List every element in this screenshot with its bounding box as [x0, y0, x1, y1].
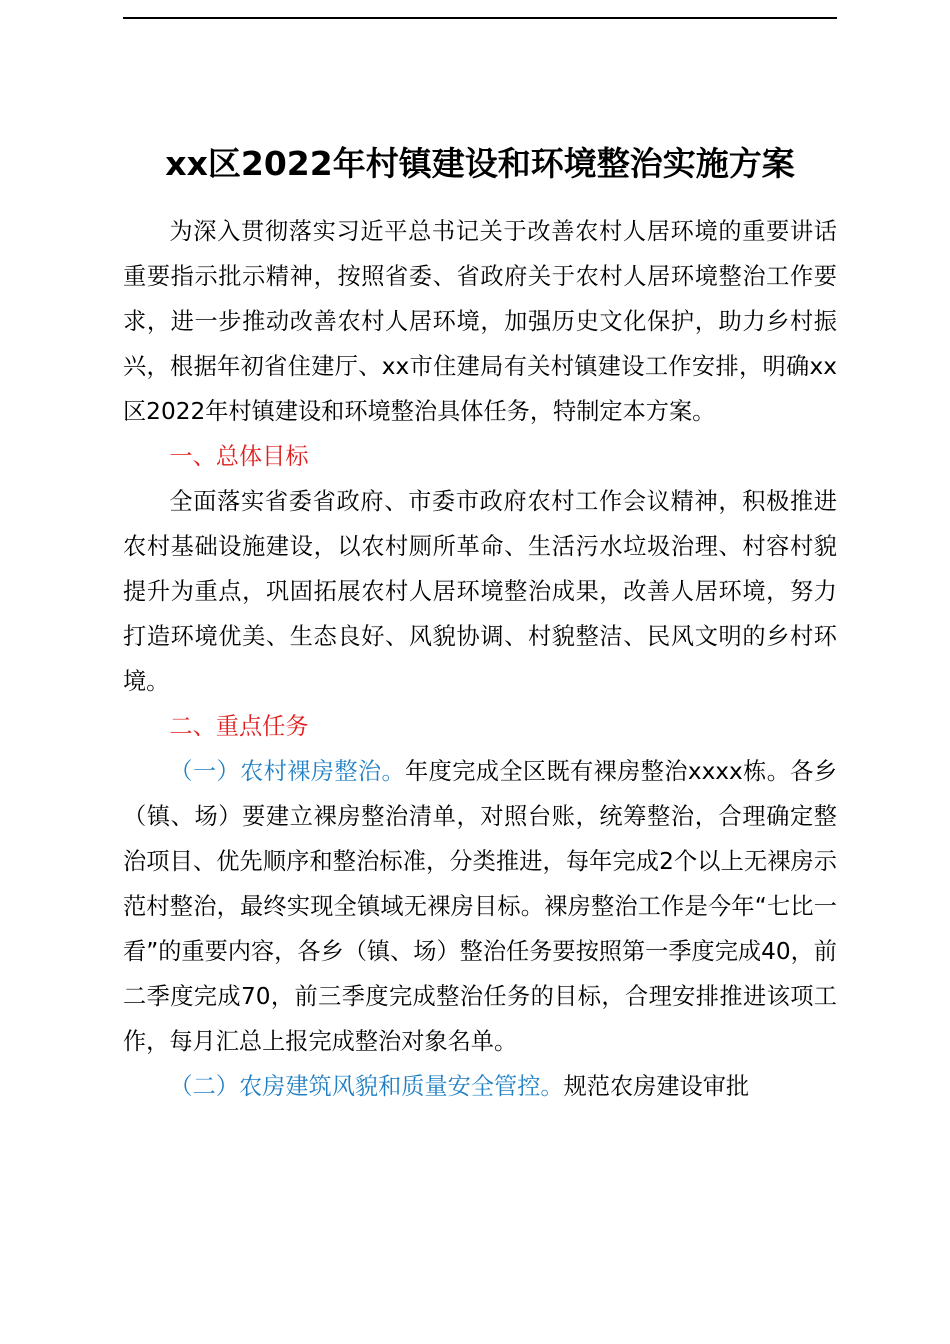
task-1-paragraph [123, 749, 837, 1064]
document-title: xx区2022年村镇建设和环境整治实施方案 [165, 144, 795, 183]
task-1-label: （一）农村裸房整治。 [169, 758, 406, 785]
section-heading-key-tasks: 二、重点任务 [169, 713, 309, 740]
intro-paragraph: 为深入贯彻落实习近平总书记关于改善农村人居环境的重要讲话重要指示批示精神，按照省委、省政府关于农村人居环境整治工作要求，进一步推动改善农村人居环境，加强历史文化保护，助力乡村振兴，根据年初省住建厅、xx市住建局有关村镇建设工作安排，明确xx区2022年村镇建设和环境整治具体任务，特制定本方案。 [123, 218, 837, 425]
task-2-paragraph [123, 1064, 837, 1109]
header-rule [123, 17, 837, 19]
task-2-label: （二）农房建筑风貌和质量安全管控。 [169, 1073, 564, 1100]
section-heading-overall-goal: 一、总体目标 [169, 443, 309, 470]
document-body [123, 209, 837, 1109]
overall-goal-paragraph: 全面落实省委省政府、市委市政府农村工作会议精神，积极推进农村基础设施建设，以农村厕所革命、生活污水垃圾治理、村容村貌提升为重点，巩固拓展农村人居环境整治成果，改善人居环境，努力打造环境优美、生态良好、风貌协调、村貌整洁、民风文明的乡村环境。 [123, 488, 837, 695]
task-1-text: 年度完成全区既有裸房整治xxxx栋。各乡（镇、场）要建立裸房整治清单，对照台账，统筹整治，合理确定整治项目、优先顺序和整治标准，分类推进，每年完成2个以上无裸房示范村整治，最终实现全镇域无裸房目标。裸房整治工作是今年“七比一看”的重要内容，各乡（镇、场）整治任务要按照第一季度完成40，前二季度完成70，前三季度完成整治任务的目标，合理安排推进该项工作，每月汇总上报完成整治对象名单。 [123, 758, 838, 1055]
task-2-text: 规范农房建设审批 [563, 1073, 750, 1100]
